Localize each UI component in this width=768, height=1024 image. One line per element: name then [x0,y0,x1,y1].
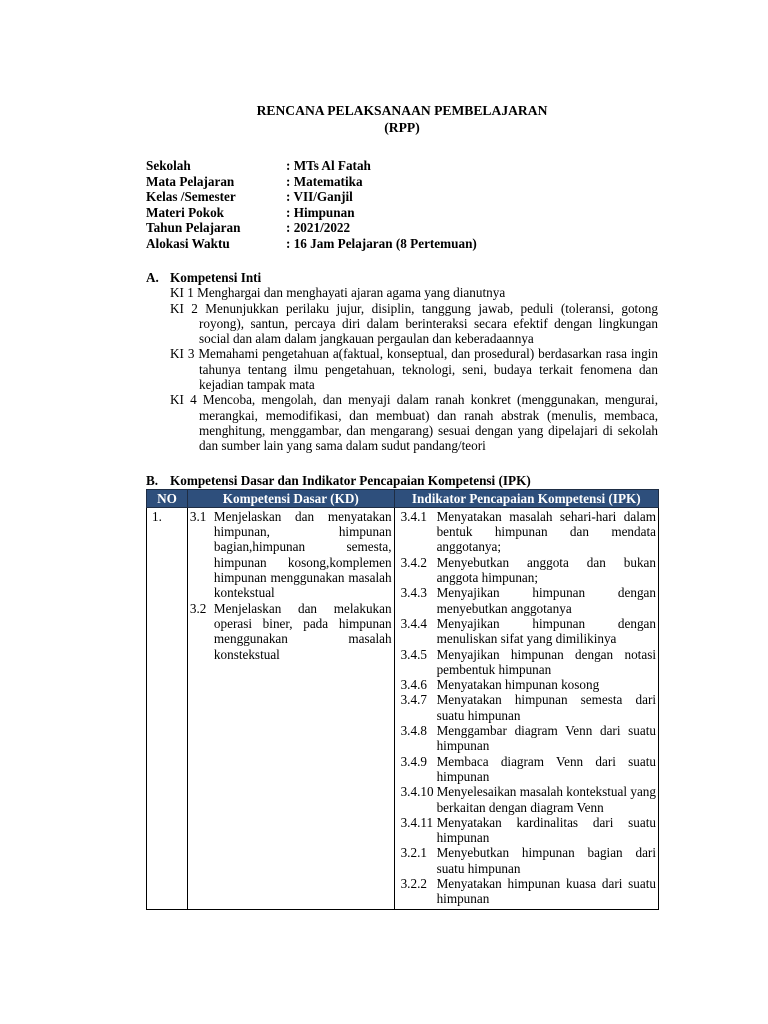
cell-no: 1. [147,507,188,909]
ipk-number: 3.4.9 [400,753,427,769]
ipk-item [401,509,656,555]
ipk-number: 3.2.1 [400,845,427,861]
ipk-item [401,723,656,754]
ipk-item [401,815,656,846]
meta-label: Materi Pokok [146,204,225,220]
ipk-number: 3.2.2 [400,875,427,891]
ki-item: KI 3 Memahami pengetahuan a(faktual, konseptual, dan prosedural) berdasarkan rasa ingin tahunya tentang ilmu pengetahuan, teknologi, seni, budaya terkait fenomena dan kejadian tampak mata [170,346,658,393]
document-page [146,102,658,910]
ipk-item [401,754,656,785]
ipk-item [401,876,656,907]
ipk-text: Menyatakan himpunan semesta dari suatu himpunan [436,692,656,723]
meta-row-kelas-semester [146,189,658,205]
ipk-number: 3.4.2 [400,554,427,570]
ipk-text: Menyajikan himpunan dengan menyebutkan anggotanya [436,585,656,616]
table-row [147,507,659,909]
ipk-text: Menyebutkan himpunan bagian dari suatu himpunan [436,845,656,876]
title-line-1: RENCANA PELAKSANAAN PEMBELAJARAN [256,103,548,118]
header-ipk: Indikator Pencapaian Kompetensi (IPK) [394,489,658,507]
kd-ipk-table [146,489,659,910]
document-title [146,102,658,136]
section-letter: A. [146,270,159,285]
meta-value: : 2021/2022 [286,220,351,235]
ipk-number: 3.4.6 [400,677,427,693]
meta-label: Alokasi Waktu [146,235,230,251]
meta-value: : Himpunan [286,204,355,220]
meta-value: : VII/Ganjil [286,189,353,204]
ipk-item [401,647,656,678]
ipk-text: Membaca diagram Venn dari suatu himpunan [436,753,656,784]
meta-label: Tahun Pelajaran [146,220,241,235]
header-no: NO [147,489,188,507]
ipk-item [401,555,656,586]
ipk-text: Menyajikan himpunan dengan notasi pembentuk himpunan [436,646,656,677]
ipk-item [401,784,656,815]
ipk-item [401,677,656,692]
ipk-text: Menyajikan himpunan dengan menuliskan sifat yang dimilikinya [436,615,656,647]
meta-row-tahun-pelajaran [146,220,658,236]
section-title: Kompetensi Dasar dan Indikator Pencapaian Kompetensi (IPK) [170,472,531,488]
title-line-2: (RPP) [384,120,420,135]
kd-item [190,509,392,601]
ki-item: KI 1 Menghargai dan menghayati ajaran agama yang dianutnya [170,285,506,301]
ipk-number: 3.4.4 [400,615,427,631]
ipk-number: 3.4.10 [400,784,434,800]
meta-row-materi-pokok [146,205,658,221]
section-b-heading [146,473,658,488]
meta-row-alokasi-waktu [146,236,658,252]
ki-item: KI 4 Mencoba, mengolah, dan menyaji dalam ranah konkret (menggunakan, mengurai, merangkai, memodifikasi, dan membuat) dan ranah abstrak (menulis, membaca, menghitung, menggambar, dan mengarang) sesuai dengan yang dipelajari di sekolah dan sumber lain yang sama dalam sudut pandang/teori [170,392,658,454]
ipk-text: Menyelesaikan masalah kontekstual yang berkaitan dengan diagram Venn [436,784,656,815]
meta-label: Kelas /Semester [146,189,236,204]
ipk-item [401,845,656,876]
section-kompetensi-dasar [146,473,658,910]
kd-number: 3.1 [189,508,207,524]
cell-ipk [394,507,658,909]
meta-label: Mata Pelajaran [146,173,235,189]
kd-number: 3.2 [189,600,207,616]
cell-kd [187,507,394,909]
ipk-number: 3.4.3 [400,585,427,601]
ipk-number: 3.4.8 [400,723,427,739]
meta-value: : MTs Al Fatah [286,158,371,173]
kd-text: Menjelaskan dan melakukan operasi biner, pada himpunan menggunakan masalah konstekstual [213,600,392,662]
ipk-text: Menggambar diagram Venn dari suatu himpunan [436,723,656,754]
meta-row-sekolah [146,158,658,174]
ipk-number: 3.4.7 [400,692,427,708]
section-kompetensi-inti [146,270,658,454]
meta-row-mata-pelajaran [146,174,658,190]
header-kd: Kompetensi Dasar (KD) [187,489,394,507]
section-a-heading [146,270,658,285]
section-letter: B. [146,472,159,488]
ipk-item [401,585,656,616]
kd-item [190,601,392,662]
ipk-text: Menyebutkan anggota dan bukan anggota himpunan; [436,554,656,586]
ki-list [146,285,658,453]
section-title: Kompetensi Inti [170,270,262,285]
meta-label: Sekolah [146,158,191,173]
ipk-text: Menyatakan kardinalitas dari suatu himpunan [436,814,656,846]
identity-block [146,158,658,251]
meta-value: : Matematika [286,173,363,189]
ipk-number: 3.4.5 [400,646,427,662]
meta-value: : 16 Jam Pelajaran (8 Pertemuan) [286,235,477,251]
ipk-text: Menyatakan himpunan kuasa dari suatu himpunan [436,875,656,907]
ki-item: KI 2 Menunjukkan perilaku jujur, disiplin, tanggung jawab, peduli (toleransi, gotong royong), santun, percaya diri dalam berinteraksi secara efektif dengan lingkungan social dan alam dalam jangkauan pergaulan dan keberadaannya [170,300,658,347]
ipk-number: 3.4.1 [400,508,427,524]
ipk-text: Menyatakan masalah sehari-hari dalam bentuk himpunan dan mendata anggotanya; [436,508,656,555]
kd-text: Menjelaskan dan menyatakan himpunan, himpunan bagian,himpunan semesta, himpunan kosong,komplemen himpunan menggunakan masalah kontekstual [213,508,392,601]
table-header-row [147,489,659,507]
ipk-text: Menyatakan himpunan kosong [436,677,600,693]
ipk-item [401,616,656,647]
ipk-item [401,692,656,723]
ipk-number: 3.4.11 [400,814,434,830]
